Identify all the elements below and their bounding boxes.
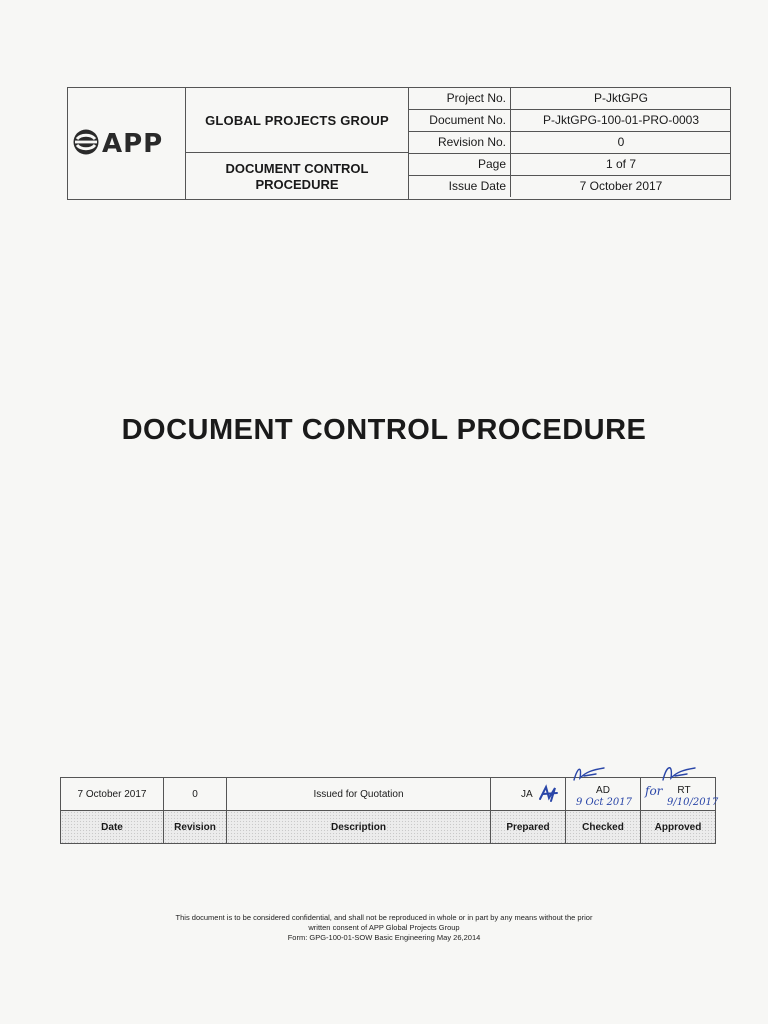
meta-value: 1 of 7 — [605, 157, 637, 171]
main-title: DOCUMENT CONTROL PROCEDURE — [121, 414, 647, 446]
footer-line2: written consent of APP Global Projects Group — [308, 923, 460, 932]
meta-value: P-JktGPG — [593, 91, 648, 105]
document-header-table — [67, 87, 731, 200]
procedure-title-line2: PROCEDURE — [255, 177, 339, 192]
app-logo-icon — [72, 128, 100, 156]
meta-value: 0 — [617, 135, 625, 149]
logo-text: APP — [102, 129, 164, 159]
prepared-signature-icon — [537, 783, 563, 805]
header-date: Date — [61, 811, 164, 843]
meta-value: P-JktGPG-100-01-PRO-0003 — [542, 113, 700, 127]
meta-row-revision-no — [409, 132, 731, 154]
meta-row-document-no — [409, 110, 731, 132]
header-approved: Approved — [641, 811, 715, 843]
rev-revision-cell: 0 — [164, 778, 227, 811]
rev-description-cell: Issued for Quotation — [227, 778, 491, 811]
footer-line1: This document is to be considered confidential, and shall not be reproduced in whole or in part by any means without the prior — [175, 913, 593, 922]
approved-initials: RT — [677, 784, 691, 796]
meta-label: Issue Date — [409, 176, 511, 197]
approved-signature-icon — [657, 762, 699, 786]
meta-row-issue-date — [409, 176, 731, 198]
logo-cell — [68, 88, 186, 199]
meta-row-page — [409, 154, 731, 176]
checked-signature-icon — [570, 764, 608, 786]
app-logo — [72, 125, 182, 159]
confidentiality-footer — [0, 913, 768, 943]
checked-handwritten-date: 9 Oct 2017 — [576, 797, 632, 808]
rev-approved-cell — [641, 778, 719, 811]
footer-line3: Form: GPG-100-01-SOW Basic Engineering May 26,2014 — [287, 933, 481, 942]
checked-initials: AD — [596, 784, 610, 796]
header-description: Description — [227, 811, 491, 843]
meta-label: Page — [409, 154, 511, 175]
prepared-initials: JA — [521, 788, 533, 800]
approved-handwritten-for: for — [645, 784, 663, 798]
meta-label: Project No. — [409, 88, 511, 109]
meta-label: Revision No. — [409, 132, 511, 153]
procedure-title-line1: DOCUMENT CONTROL — [225, 161, 369, 176]
rev-checked-cell — [566, 778, 641, 811]
group-name: GLOBAL PROJECTS GROUP — [186, 88, 409, 153]
meta-row-project-no — [409, 88, 731, 110]
meta-label: Document No. — [409, 110, 511, 131]
header-revision: Revision — [164, 811, 227, 843]
rev-date-cell: 7 October 2017 — [61, 778, 164, 811]
approved-handwritten-date: 9/10/2017 — [667, 797, 719, 808]
procedure-title-cell — [186, 153, 409, 199]
header-prepared: Prepared — [491, 811, 566, 843]
revision-table — [60, 777, 719, 844]
meta-value: 7 October 2017 — [579, 179, 663, 193]
header-checked: Checked — [566, 811, 641, 843]
rev-prepared-cell — [491, 778, 566, 811]
